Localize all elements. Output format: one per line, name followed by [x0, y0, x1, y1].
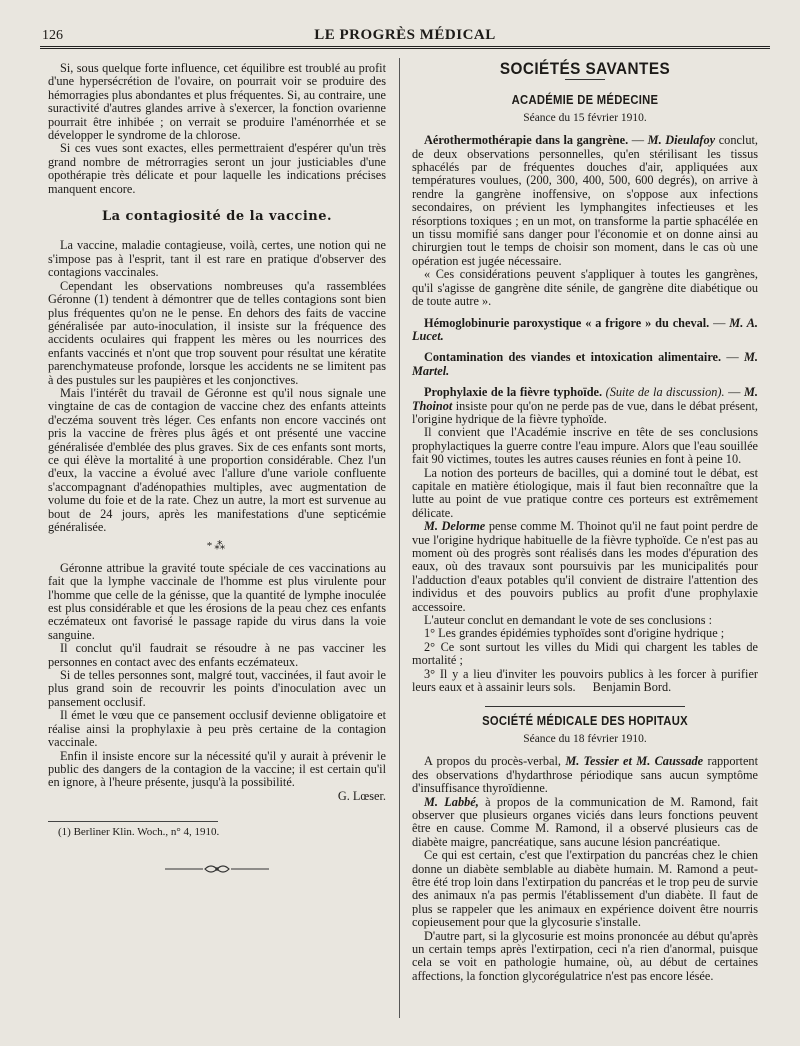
paragraph: Enfin il insiste encore sur la nécessité qu'il y aurait à prévenir le public des dangers de la contagion de la vaccine; il est certain qu'il en ignore, à l'heure présente, jusqu'à la possibilité. — [48, 748, 386, 790]
paragraph: Il émet le vœu que ce pansement occlusif devienne obligatoire et réalise ainsi la prophylaxie à peu près certaine de la contagion vaccinale. — [48, 708, 386, 750]
aerothermotherapie-paragraph: Aérothermothérapie dans la gangrène. — M. Dieulafoy conclut, de deux observations personnelles, qu'en stérilisant les tissus sphacélés par de fréquentes douches d'air, appliquées aux températures voulues, (200, 300, 400, 500, 600 degrés), on arrive à rendre la gangrène inoffensive, on s'oppose aux infections secondaires, on prévient les lymphangites infectieuses et les résorptions toxiques ; en un mot, on transforme la partie sphacélée en un tissu momifié sans danger pour l'économie et on donne ainsi au chirurgien tout le temps de choisir son moment, dans le cas où une opération est jugée nécessaire. — [412, 133, 758, 268]
section-title: La contagiosité de la vaccine. — [101, 209, 333, 225]
item-text: à propos de la communication de M. Ramond, fait observer que plusieurs organes viciés dans leurs fonctions peuvent être en cause. Comme M. Ramond, il a observé plusieurs cas de diabète maigre, pancréatique, sans aucune lésion pancréatique. — [412, 794, 758, 849]
paragraph: Il conclut qu'il faudrait se résoudre à ne pas vacciner les personnes en contact avec des enfants eczémateux. — [48, 641, 386, 669]
conclusion-text: 3° Il y a lieu d'inviter les pouvoirs publics à les forcer à purifier leurs eaux et à assainir leurs sols. — [412, 666, 758, 695]
paragraph: Si ces vues sont exactes, elles permettraient d'espérer qu'un très grand nombre de métrorragies seront un jour justiciables d'une opothérapie très délicate et pour laquelle les indications précises manquent encore. — [48, 141, 386, 196]
footnote-rule — [48, 821, 218, 822]
section-divider — [485, 706, 685, 707]
paragraph: La vaccine, maladie contagieuse, voilà, certes, une notion qui ne s'impose pas à l'esprit, tant il est rare en pratique d'observer des contagions vaccinales. — [48, 238, 386, 280]
item-text: insiste pour qu'on ne perde pas de vue, dans le débat présent, l'origine hydrique de la fièvre typhoïde. — [412, 398, 759, 426]
title-rule — [565, 79, 605, 80]
right-column — [412, 59, 759, 983]
paragraph: La notion des porteurs de bacilles, qui a dominé tout le débat, est capitale en matière étiologique, mais il faut bien reconnaître que la lutte au point de vue pratique contre ces porteurs est extrêmement délicate. — [412, 465, 758, 520]
asterism-mark: * — [206, 540, 215, 553]
prophylaxie-item: Prophylaxie de la fièvre typhoïde. (Suite de la discussion). — M. Thoinot insiste pour qu'on ne perde pas de vue, dans le débat présent, l'origine hydrique de la fièvre typhoïde. — [412, 385, 759, 426]
author-signature: G. Lœser. — [337, 788, 386, 803]
author-name: M. Tessier et M. Caussade — [565, 754, 704, 769]
item-text: A propos du procès-verbal, — [424, 754, 561, 769]
header-rule — [40, 46, 770, 49]
academie-seance: Séance du 15 février 1910. — [523, 111, 647, 124]
paragraph: Il convient que l'Académie inscrive en tête de ses conclusions prophylactiques la guerre contre l'eau impure. Alors que l'eau souillée fait 90 victimes, toutes les autres causes réunies en font à peine 10. — [412, 425, 758, 467]
hemoglobinurie-item: Hémoglobinurie paroxystique « a frigore » du cheval. — M. A. Lucet. — [412, 315, 758, 343]
ornament-icon — [48, 862, 386, 879]
item-title: Prophylaxie de la fièvre typhoïde. — [424, 385, 603, 400]
page-number: 126 — [42, 28, 63, 43]
item-text: rapportent des observations d'hydarthrose périodique sans aucun symptôme d'insuffisance thyroïdienne. — [412, 754, 759, 796]
item-note: (Suite de la discussion). — [605, 385, 725, 400]
column-divider — [399, 58, 400, 1018]
hopitaux-seance: Séance du 18 février 1910. — [523, 732, 647, 745]
paragraph: Cependant les observations nombreuses qu'a rassemblées Géronne (1) tendent à démontrer que de telles contagions sont bien plus fréquentes qu'on ne le pense. En dehors des faits de vaccine généralisée par auto-inoculation, il insiste sur la fréquence des accidents oculaires qui frappent les mères ou les nourrices des enfants vaccinés et n'ont que trop souvent pour résultat une kératite parenchymateuse profonde, lorsque les accidents ne se limitent pas à des pustules sur les paupières et les conjonctives. — [48, 278, 386, 387]
item-text: conclut, de deux observations personnelles, qu'en stérilisant les tissus sphacélés par de fréquentes douches d'air, appliquées aux températures voulues, (200, 300, 400, 500, 600 degrés), on arrive à rendre la gangrène inoffensive, on s'oppose aux infections secondaires, on prévient les lymphangites infectieuses et les résorptions toxiques ; en un mot, on transforme la partie sphacélée en un tissu momifié sans danger pour l'économie et on donne ainsi au chirurgien tout le temps de choisir son moment, dans le cas où une opération est jugée nécessaire. — [412, 133, 758, 268]
delorme-paragraph — [412, 520, 758, 614]
paragraph: Ce qui est certain, c'est que l'extirpation du pancréas chez le chien donne un diabète semblable au diabète humain. M. Ramond a peut-être été trop loin dans l'extirpation du pancréas et le trop peu de survie des animaux n'a pas permis l'établissement d'un diabète. Il faut de plus se rappeler que les animaux en expérience doivent être nourris copieusement pour que la glycosurie s'installe. — [412, 848, 758, 930]
asterism — [48, 540, 386, 553]
labbe-paragraph — [412, 796, 758, 850]
author-name: M. Labbé, — [424, 794, 479, 809]
paragraph: Mais l'intérêt du travail de Géronne est qu'il nous signale une vingtaine de cas de contagion de vaccine chez des enfants atteints d'eczéma souvent très léger. Ces enfants non encore vaccinés ont pris la vaccine de frères plus âgés et ont présenté une vaccine généralisée d'emblée des plus graves. Six de ces enfants sont morts, ce qui élève la mortalité à une proportion considérable. Chez l'un d'eux, la vaccine a évolué avec l'allure d'une variole confluente s'accompagnant d'adénopathies multiples, avec augmentation de volume du foie et de la rate. Chez un autre, la mort est survenue au bout de 24 jours, après les manifestations d'une septicémie généralisée. — [48, 385, 386, 534]
proces-verbal-paragraph — [412, 755, 758, 795]
paragraph: L'auteur conclut en demandant le vote de ses conclusions : — [424, 613, 713, 628]
paragraph: Si de telles personnes sont, malgré tout, vaccinées, il faut avoir le plus grand soin de recouvrir les points d'inoculation avec un pansement occlusif. — [48, 668, 386, 709]
journal-title: LE PROGRÈS MÉDICAL — [314, 27, 496, 43]
item-title: Aérothermothérapie dans la gangrène. — [424, 133, 629, 148]
author-name: M. Delorme — [424, 519, 486, 534]
contamination-item: Contamination des viandes et intoxication alimentaire. — M. Martel. — [412, 350, 758, 378]
footnote: (1) Berliner Klin. Woch., n° 4, 1910. — [58, 826, 220, 839]
societes-savantes-title: SOCIÉTÉS SAVANTES — [499, 59, 671, 78]
author-name: M. Thoinot — [412, 385, 758, 413]
author-name: M. Martel. — [412, 350, 758, 378]
item-title: Hémoglobinurie paroxystique « a frigore » du cheval. — [424, 315, 710, 330]
paragraph: Géronne attribue la gravité toute spéciale de ces vaccinations au fait que la lymphe vaccinale de l'homme est plus virulente pour l'homme que celle de la génisse, que la quantité de lymphe inoculée est plus considérable et que les érosions de la peau chez ces enfants eczémateux ont favorisé le passage rapide du virus dans la voie sanguine. — [48, 560, 386, 642]
item-text: pense comme M. Thoinot qu'il ne faut point perdre de vue l'origine hydrique habituelle de la fièvre typhoïde. Ce n'est pas au moment où des progrès sont réalisés dans les modes d'épuration des eaux, où des travaux sont poursuivis par les municipalités pour l'adduction d'eaux potables qu'il convient de distraire l'attention des individus et des pouvoirs publics au profit d'une prophylaxie accessoire. — [412, 519, 758, 614]
conclusion-item: 2° Ce sont surtout les villes du Midi qui chargent les tables de mortalité ; — [412, 639, 758, 668]
conclusion-item: 1° Les grandes épidémies typhoïdes sont d'origine hydrique ; — [424, 626, 725, 641]
conclusion-item — [412, 668, 758, 695]
item-title: Contamination des viandes et intoxication alimentaire. — [424, 350, 722, 365]
author-name: M. Dieulafoy — [647, 133, 716, 148]
academie-title: ACADÉMIE DE MÉDECINE — [511, 93, 659, 108]
asterism-mark-2: ⁂ — [214, 540, 228, 553]
hopitaux-title: SOCIÉTÉ MÉDICALE DES HOPITAUX — [482, 714, 688, 729]
paragraph: D'autre part, si la glycosurie est moins prononcée au début qu'après un certain temps après l'extirpation, ceci n'a rien d'anormal, puisque cela se voit en pathologie humaine, où, au début de certaines affections, la fonction glycorégulatrice n'est pas encore lésée. — [412, 928, 758, 983]
author-signature: Benjamin Bord. — [592, 680, 672, 695]
author-name: M. A. Lucet. — [412, 315, 758, 343]
left-column — [48, 62, 386, 879]
running-head — [40, 26, 770, 46]
paragraph: « Ces considérations peuvent s'appliquer à toutes les gangrènes, qu'il s'agisse de gangrène dite sénile, de gangrène dite diabétique ou de toute autre ». — [412, 267, 758, 309]
paragraph: Si, sous quelque forte influence, cet équilibre est troublé au profit d'une hypersécrétion de l'ovaire, on pourrait voir se produire des hémorragies plus abondantes et plus fréquentes. Si, au contraire, une suractivité d'autres glandes arrive à s'exercer, la fonction ovarienne pourrait être inhibée ; on verrait se produire l'aménorrhée et se développer le syndrome de la chlorose. — [48, 61, 386, 143]
